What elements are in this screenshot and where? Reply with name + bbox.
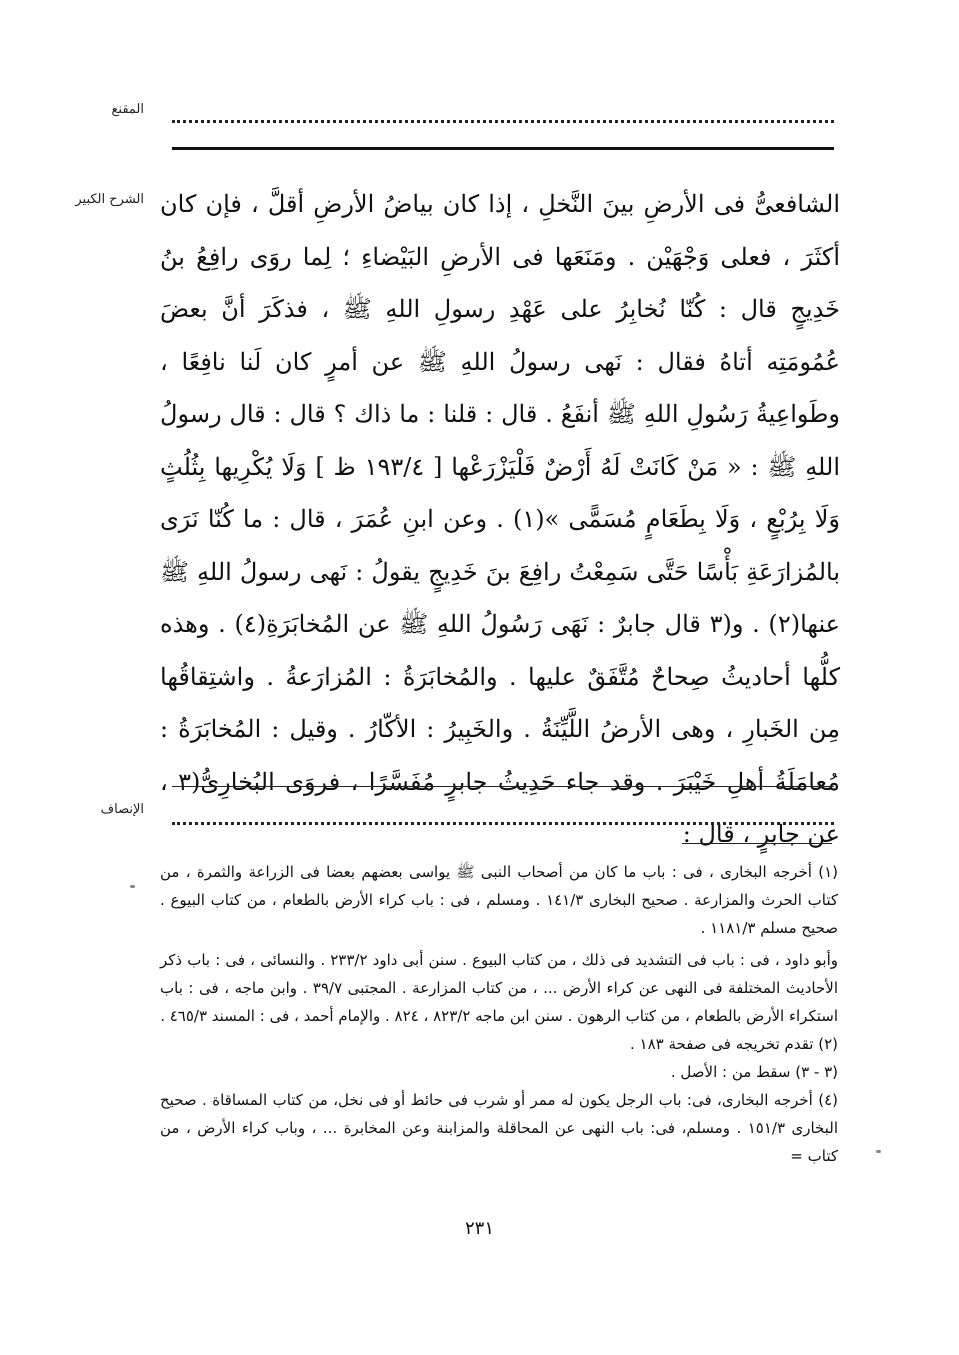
insaf-dotted-line [172,812,834,825]
muqni-dotted-line [172,110,834,123]
muqni-section-label: المقنع [111,102,144,117]
footnote-1-continued: وأبو داود ، فى : باب فى التشديد فى ذلك ، من كتاب البيوع . سنن أبى داود ٢٣٣/٢ . والنسائى ، فى : باب ذكر الأحاديث المختلفة فى النهى عن كراء الأرض ... ، من كتاب المزارعة . المجتبى ٣٩/٧ . وابن ماجه ، فى : باب استكراء الأرض بالطعام ، من كتاب الرهون . سنن ابن ماجه ٨٢٣/٢ ، ٨٢٤ . والإمام أحمد ، فى : المسند ٤٦٥/٣ . [160,951,838,1025]
footnote-1: (١) أخرجه البخارى ، فى : باب ما كان من أصحاب النبى ﷺ يواسى بعضهم بعضا فى الزراعة والثمرة ، من كتاب الحرث والمزارعة . صحيح البخارى ١٤١/٣ . ومسلم ، فى : باب كراء الأرض بالطعام ، من كتاب البيوع . صحيح مسلم ١١٨١/٣ . [160,863,838,937]
scan-speck [876,1150,881,1153]
insaf-section-label: الإنصاف [100,802,144,817]
scan-speck [130,885,135,888]
footnote-3: (٣ - ٣) سقط من : الأصل . [670,1063,838,1081]
footnote-4: (٤) أخرجه البخارى، فى: باب الرجل يكون له ممر أو شرب فى حائط أو فى نخل، من كتاب المساقاة . صحيح البخارى ١٥١/٣ . ومسلم، فى: باب النهى عن المحاقلة والمزابنة وعن المخابرة ... ، وباب كراء الأرض ، من كتاب = [160,1091,838,1165]
sharh-body-text: الشافعىُّ فى الأرضِ بينَ النَّخلِ ، إذا كان بياضُ الأرضِ أقلَّ ، فإن كان أكثَرَ ، فعلى وَجْهَيْن . ومَنَعَها فى الأرضِ البَيْضاءِ ؛ لِما روَى رافِعُ بنُ خَدِيجٍ قال : كُنّا نُخابِرُ على عَهْدِ رسولِ اللهِ ﷺ ، فذكَرَ أنَّ بعضَ عُمُومَتِه أتاهُ فقال : نَهى رسولُ اللهِ ﷺ عن أمرٍ كان لَنا نافِعًا ، وطَواعِيةُ رَسُولِ اللهِ ﷺ أنفَعُ . قال : قلنا : ما ذاك ؟ قال : قال رسولُ اللهِ ﷺ : « مَنْ كَانَتْ لَهُ أَرْضٌ فَلْيَزْرَعْها [ ١٩٣/٤ ظ ] وَلَا يُكْرِيها بِثُلُثٍ وَلَا بِرُبْعٍ ، وَلَا بِطَعَامٍ مُسَمًّى »(١) . وعن ابنِ عُمَرَ ، قال : ما كُنّا نَرَى بالمُزارَعَةِ بَأْسًا حَتَّى سَمِعْتُ رافِعَ بنَ خَدِيجٍ يقولُ : نَهى رسولُ اللهِ ﷺ عنها(٢) . و(٣ قال جابرٌ : نَهَى رَسُولُ اللهِ ﷺ عن المُخابَرَةِ(٤) . وهذه كلُّها أحاديثُ صِحاحٌ مُتَّفَقٌ عليها . والمُخابَرَةُ : المُزارَعةُ . واشتِقاقُها مِن الخَبارِ ، وهى الأرضُ اللَّيِّنَةُ . والخَبِيرُ : الأكّارُ . وقيل : المُخابَرَةُ : مُعامَلَةُ أهلِ خَيْبَرَ . وقد جاء حَدِيثُ جابرٍ مُفَسَّرًا ، فروَى البُخارِىُّ(٣ ، عن جابرٍ ، قال : [160,190,841,848]
insaf-top-rule [172,786,834,787]
page-number: ٢٣١ [464,1218,494,1239]
sharh-section-label: الشرح الكبير [75,192,144,207]
footnotes [160,858,838,1170]
footnote-2: (٢) تقدم تخريجه فى صفحة ١٨٣ . [629,1035,838,1053]
footnote-separator [682,843,832,844]
header-rule [172,147,834,150]
